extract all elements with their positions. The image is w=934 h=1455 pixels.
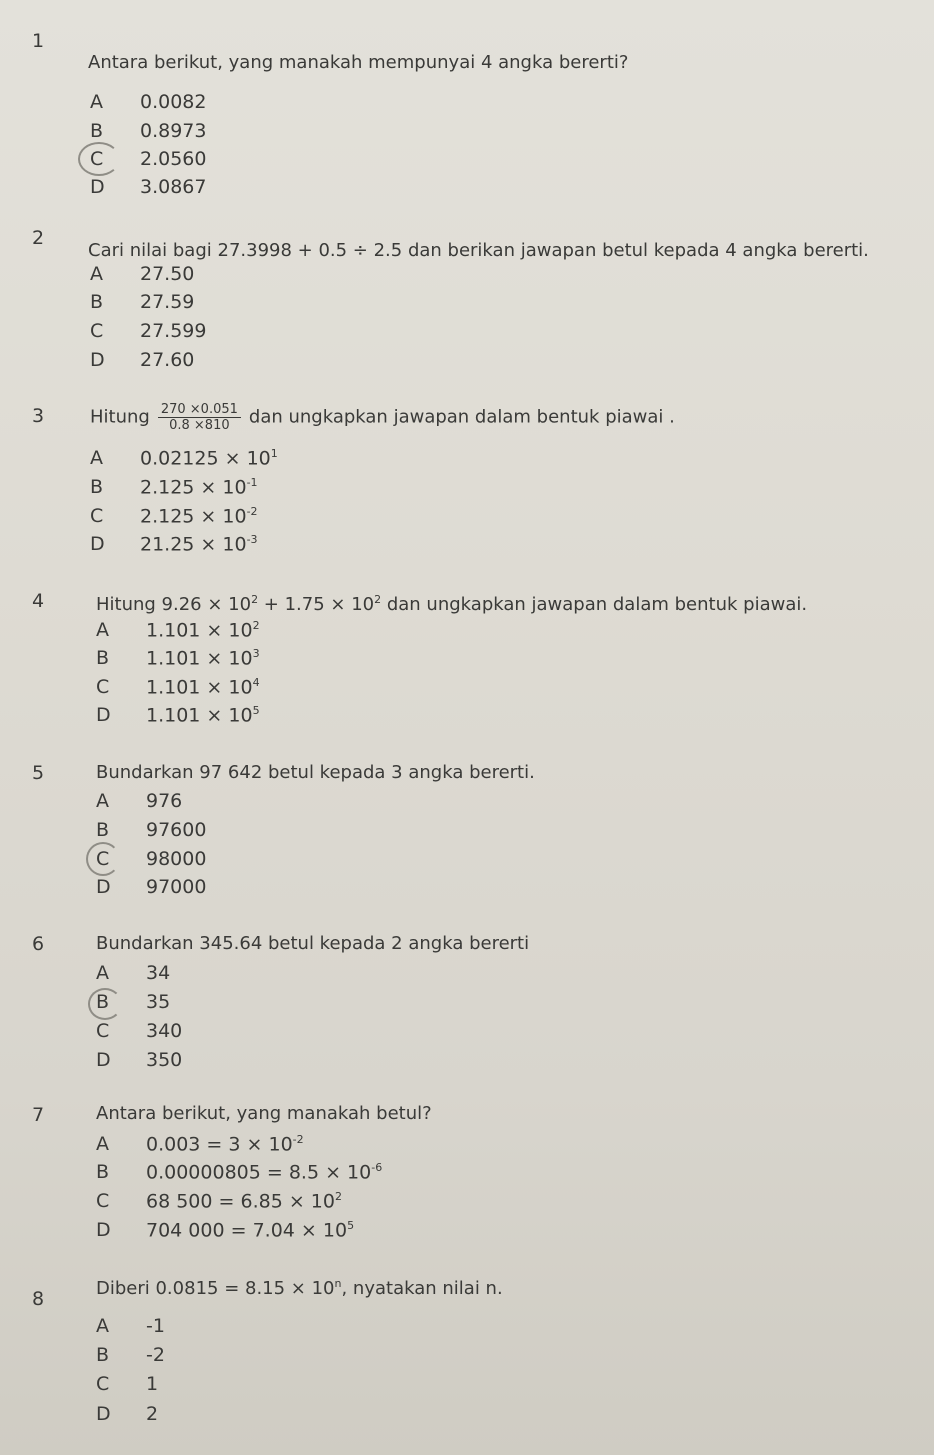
question-stem: Antara berikut, yang manakah betul? [96, 1103, 432, 1124]
fraction: $\frac{270 \times 0.051}{0.8 \times 810}$ [158, 402, 241, 433]
question-number: 1 [32, 30, 45, 52]
option-d[interactable]: D 3.0867 [90, 176, 207, 198]
option-c[interactable]: C 340 [96, 1020, 183, 1042]
option-a[interactable]: A -1 [96, 1315, 165, 1337]
option-d[interactable]: D 350 [96, 1049, 183, 1071]
option-b[interactable]: B 0.8973 [90, 120, 207, 142]
option-b[interactable]: B 35 [96, 991, 171, 1013]
option-c[interactable]: C 68 $500 = 6.85 \times 10^2$ [96, 1190, 342, 1213]
question-stem: Bundarkan 97 642 betul kepada 3 angka bererti. [96, 762, 535, 783]
option-c[interactable]: C 27.599 [90, 320, 207, 342]
option-b[interactable]: B $0.00000805 = 8.5 \times 10^{-6}$ [96, 1161, 383, 1184]
option-c[interactable]: C $2.125 \times 10^{-2}$ [90, 505, 258, 528]
option-c[interactable]: C 98000 [96, 848, 207, 870]
question-stem: Cari nilai bagi 27.3998 + 0.5 ÷ 2.5 dan berikan jawapan betul kepada 4 angka bererti. [88, 240, 869, 261]
option-b[interactable]: B 27.59 [90, 291, 195, 313]
question-stem: Antara berikut, yang manakah mempunyai 4 angka bererti? [88, 52, 629, 73]
question-number: 5 [32, 762, 45, 784]
answer-circle-mark [88, 988, 122, 1020]
question-number: 8 [32, 1288, 45, 1310]
option-b[interactable]: B 97600 [96, 819, 207, 841]
option-a[interactable]: A 34 [96, 962, 171, 984]
option-d[interactable]: D 2 [96, 1403, 159, 1425]
question-stem: Diberi $0.0815 = 8.15 \times 10^n$, nyatakan nilai n. [96, 1277, 503, 1299]
option-a[interactable]: A $0.003 = 3 \times 10^{-2}$ [96, 1133, 304, 1156]
option-a[interactable]: A 976 [96, 790, 183, 812]
option-b[interactable]: B $1.101 \times 10^3$ [96, 647, 260, 670]
question-number: 4 [32, 590, 45, 612]
question-number: 2 [32, 227, 45, 249]
answer-circle-mark [78, 142, 120, 176]
option-d[interactable]: D $21.25 \times 10^{-3}$ [90, 533, 258, 556]
question-stem: Bundarkan 345.64 betul kepada 2 angka bererti [96, 933, 530, 954]
option-d[interactable]: D 704 $000 = 7.04 \times 10^5$ [96, 1219, 355, 1242]
option-d[interactable]: D $1.101 \times 10^5$ [96, 704, 260, 727]
question-number: 3 [32, 405, 45, 427]
option-d[interactable]: D 27.60 [90, 349, 195, 371]
option-a[interactable]: A 27.50 [90, 263, 195, 285]
option-d[interactable]: D 97000 [96, 876, 207, 898]
option-a[interactable]: A $0.02125 \times 10^1$ [90, 447, 278, 470]
question-stem: Hitung $\frac{270 \times 0.051}{0.8 \times 810}$ dan ungkapkan jawapan dalam bentuk piawai . [90, 402, 675, 433]
option-a[interactable]: A 0.0082 [90, 91, 207, 113]
question-number: 7 [32, 1104, 45, 1126]
option-c[interactable]: C $1.101 \times 10^4$ [96, 676, 260, 699]
answer-circle-mark [86, 842, 120, 876]
question-number: 6 [32, 933, 45, 955]
option-c[interactable]: C 1 [96, 1373, 159, 1395]
option-b[interactable]: B $2.125 \times 10^{-1}$ [90, 476, 258, 499]
option-a[interactable]: A $1.101 \times 10^2$ [96, 619, 260, 642]
option-c[interactable]: C 2.0560 [90, 148, 207, 170]
question-stem: Hitung $9.26 \times 10^2 + 1.75 \times 10^2$ dan ungkapkan jawapan dalam bentuk piawai. [96, 593, 808, 615]
option-b[interactable]: B -2 [96, 1344, 165, 1366]
